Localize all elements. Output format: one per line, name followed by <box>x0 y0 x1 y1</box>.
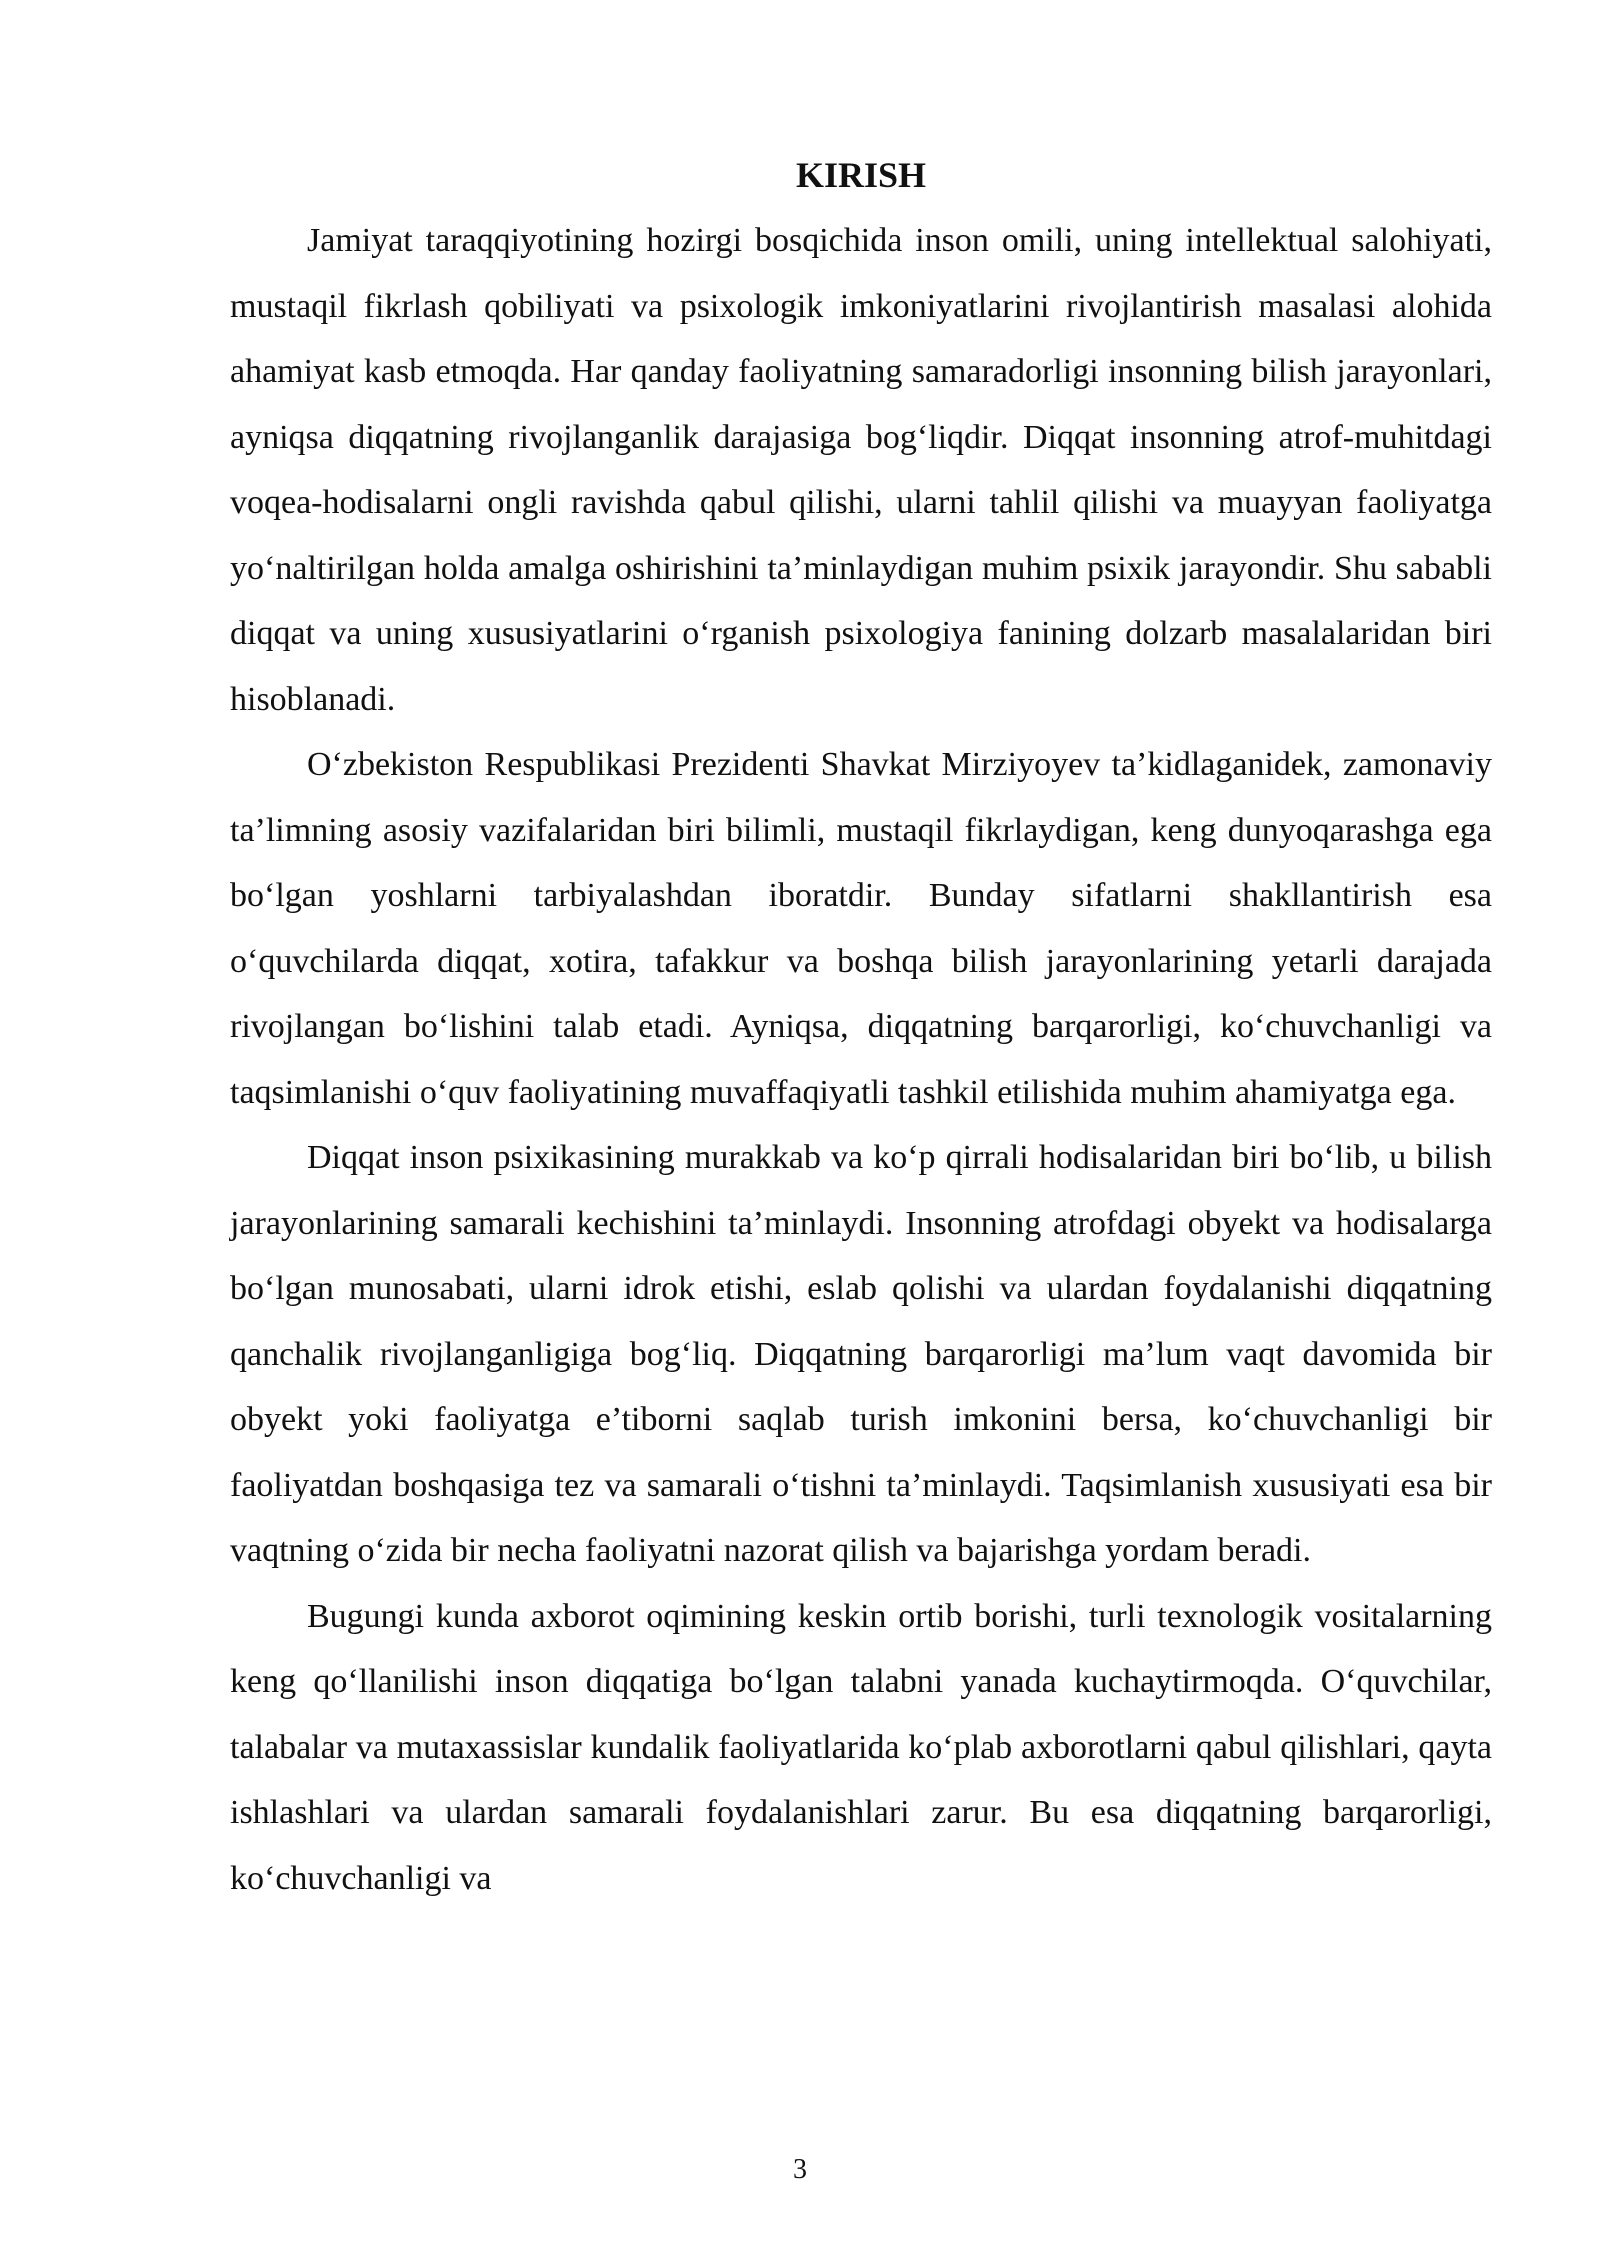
paragraph-2: O‘zbekiston Respublikasi Prezidenti Shavkat Mirziyoyev ta’kidlaganidek, zamonaviy ta’limning asosiy vazifalaridan biri bilimli, mustaqil fikrlaydigan, keng dunyoqarashga ega bo‘lgan yoshlarni tarbiyalashdan iboratdir. Bunday sifatlarni shakllantirish esa o‘quvchilarda diqqat, xotira, tafakkur va boshqa bilish jarayonlarining yetarli darajada rivojlangan bo‘lishini talab etadi. Ayniqsa, diqqatning barqarorligi, ko‘chuvchanligi va taqsimlanishi o‘quv faoliyatining muvaffaqiyatli tashkil etilishida muhim ahamiyatga ega. <box>230 746 1492 1111</box>
page-number: 3 <box>793 2154 807 2185</box>
section-heading: KIRISH <box>795 155 927 195</box>
paragraph-4: Bugungi kunda axborot oqimining keskin ortib borishi, turli texnologik vositalarning keng qo‘llanilishi inson diqqatiga bo‘lgan talabni yanada kuchaytirmoqda. O‘quvchilar, talabalar va mutaxassislar kundalik faoliyatlarida ko‘plab axborotlarni qabul qilishlari, qayta ishlashlari va ulardan samarali foydalanishlari zarur. Bu esa diqqatning barqarorligi, ko‘chuvchanligi va <box>230 1597 1492 1897</box>
paragraph-3: Diqqat inson psixikasining murakkab va ko‘p qirrali hodisalaridan biri bo‘lib, u bilish jarayonlarining samarali kechishini ta’minlaydi. Insonning atrofdagi obyekt va hodisalarga bo‘lgan munosabati, ularni idrok etishi, eslab qolishi va ulardan foydalanishi diqqatning qanchalik rivojlanganligiga bog‘liq. Diqqatning barqarorligi ma’lum vaqt davomida bir obyekt yoki faoliyatga e’tiborni saqlab turish imkonini bersa, ko‘chuvchanligi bir faoliyatdan boshqasiga tez va samarali o‘tishni ta’minlaydi. Taqsimlanish xususiyati esa bir vaqtning o‘zida bir necha faoliyatni nazorat qilish va bajarishga yordam beradi. <box>230 1139 1492 1569</box>
paragraph-1: Jamiyat taraqqiyotining hozirgi bosqichida inson omili, uning intellektual salohiyati, mustaqil fikrlash qobiliyati va psixologik imkoniyatlarini rivojlantirish masalasi alohida ahamiyat kasb etmoqda. Har qanday faoliyatning samaradorligi insonning bilish jarayonlari, ayniqsa diqqatning rivojlanganlik darajasiga bog‘liqdir. Diqqat insonning atrof-muhitdagi voqea-hodisalarni ongli ravishda qabul qilishi, ularni tahlil qilishi va muayyan faoliyatga yo‘naltirilgan holda amalga oshirishini ta’minlaydigan muhim psixik jarayondir. Shu sababli diqqat va uning xususiyatlarini o‘rganish psixologiya fanining dolzarb masalalaridan biri hisoblanadi. <box>230 222 1492 718</box>
page-body <box>230 150 1492 1911</box>
